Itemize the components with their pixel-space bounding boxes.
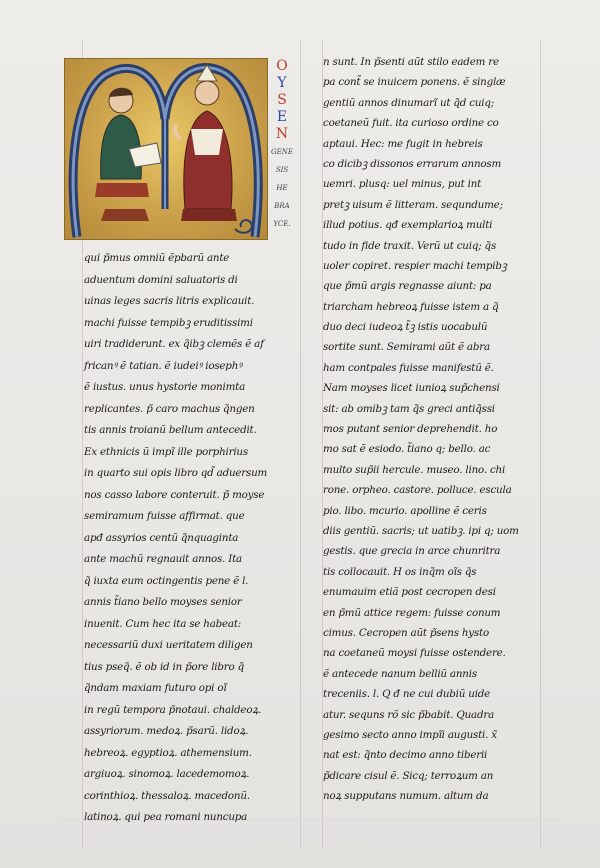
text-line: triarcham hebreoꝝ fuisse istem a q̃ bbox=[323, 300, 499, 313]
text-line: tudo in fide traxit. Verũ ut cuiq; q̃s bbox=[323, 239, 497, 252]
rubric-subtitle: SIS bbox=[275, 166, 289, 174]
text-line: apđ assyrios centũ q̃nquaginta bbox=[84, 531, 239, 544]
rubric-subtitle: HE bbox=[276, 184, 288, 192]
text-line: in quarto sui opis libro qd̃ aduersum bbox=[84, 467, 268, 479]
text-line: replicantes. p̃ caro machus q̃ngen bbox=[84, 402, 255, 415]
right-text-column bbox=[323, 52, 545, 806]
text-line: diis gentiũ. sacris; ut uatibꝫ. ipi q; uom bbox=[323, 524, 519, 537]
text-line: sit: ab omibꝫ tam q̃s greci antiq̃ssi bbox=[323, 402, 495, 415]
text-line: uinas leges sacris litris explicauit. bbox=[84, 295, 255, 307]
text-line: Nam moyses licet iunioꝝ sup̃chensi bbox=[323, 382, 500, 395]
rubric-letter: E bbox=[276, 109, 288, 125]
text-line: ham contpales fuisse manifestũ ẽ. bbox=[323, 361, 494, 374]
rubric-letter: S bbox=[277, 92, 287, 108]
text-line: q̃ndam maxiam futuro opi oĩ bbox=[84, 682, 227, 694]
text-line: argiuoꝝ. sinomoꝝ. lacedemomoꝝ. bbox=[84, 768, 250, 780]
text-line: pretꝫ uisum ẽ litteram. sequndume; bbox=[323, 198, 503, 211]
text-line: enumauim etiã post cecropen desi bbox=[323, 586, 496, 599]
text-line: que p̃mũ argis regnasse aiunt: pa bbox=[323, 280, 492, 293]
text-line: aptaui. Hec: me fugit in hebreis bbox=[323, 137, 483, 150]
rubric-letter: O bbox=[276, 58, 288, 74]
text-line: pio. libo. mcurio. apolline ẽ ceris bbox=[323, 504, 487, 517]
text-line: treceniis. l. Q đ ne cui dubiũ uide bbox=[323, 688, 491, 701]
text-line: co dicibꝫ dissonos errarum annosm bbox=[323, 157, 502, 170]
text-line: multo sup̃ii hercule. museo. lino. chi bbox=[323, 463, 506, 476]
rubric-letter: N bbox=[275, 126, 289, 142]
text-line: sortite sunt. Semirami aũt ẽ abra bbox=[323, 341, 490, 354]
text-line: gesimo secto anno impĩi augusti. x̃ bbox=[323, 728, 497, 741]
text-line: en p̃mũ attice regem: fuisse conum bbox=[323, 606, 501, 619]
text-line: uemri. plusq: uel minus, put int bbox=[323, 178, 482, 191]
text-line: nos casso labore conteruit. p̃ moyse bbox=[84, 488, 265, 501]
text-line: hebreoꝝ. egyptioꝝ. athemensium. bbox=[84, 746, 252, 759]
text-line: corinthioꝝ. thessaloꝝ. macedonũ. bbox=[84, 789, 250, 802]
text-line: atur. sequns rõ sic p̃babit. Quadra bbox=[323, 708, 495, 721]
text-line: fricanꝰ ẽ tatian. ẽ iudeiꝰ iosephꝰ bbox=[84, 359, 242, 372]
text-line: pa cont̃ se inuicem ponens. ẽ singlæ bbox=[323, 76, 506, 89]
text-line: uiri tradiderunt. ex q̃ibꝫ clemẽs ẽ af bbox=[84, 338, 264, 350]
text-line: inuenit. Cum hec ita se habeat: bbox=[84, 617, 242, 630]
text-line: aduentum domini saluatoris di bbox=[84, 273, 238, 286]
text-line: gestis. que grecia in arce chunritra bbox=[323, 545, 501, 558]
text-line: tis annis troianũ bellum antecedit. bbox=[84, 424, 257, 436]
text-line: in regũ tempora p̃notaui. chaldeoꝝ. bbox=[84, 703, 262, 716]
text-line: n sunt. In p̃senti aũt stilo eadem re bbox=[323, 56, 499, 68]
text-line: machi fuisse tempibꝫ eruditissimi bbox=[84, 316, 253, 329]
text-line: gentiũ annos dinumarĩ ut q̃d cuiq; bbox=[323, 96, 495, 109]
text-line: p̃dicare cisul ẽ. Sicq; terroꝝum an bbox=[323, 769, 494, 782]
rubric-subtitle: GENE bbox=[271, 148, 293, 156]
text-line: latinoꝝ. qui pea romani nuncupa bbox=[84, 811, 248, 823]
text-line: tius pseq̃. ẽ ob id in p̃ore libro q̃ bbox=[84, 660, 244, 673]
rubric-subtitle: BRA bbox=[274, 202, 290, 210]
text-line: uoler copiret. respier machi tempibꝫ bbox=[323, 259, 507, 272]
text-line: Ex ethnicis ũ impĩ ille porphirius bbox=[84, 445, 248, 458]
text-line: rone. orpheo. castore. polluce. escula bbox=[323, 484, 512, 497]
text-line: coetaneũ fuit. ita curioso ordine co bbox=[323, 117, 499, 130]
text-line: illud potius. qđ exemplarioꝝ multi bbox=[323, 219, 493, 232]
text-line: mos putant senior deprehendit. ho bbox=[323, 423, 498, 436]
rubric-heading bbox=[266, 58, 298, 248]
text-line: ante machũ regnauit annos. Ita bbox=[84, 553, 242, 565]
text-line: na coetaneũ moysi fuisse ostendere. bbox=[323, 647, 506, 660]
text-line: annis t̃iano bello moyses senior bbox=[84, 596, 242, 608]
text-line: cimus. Cecropen aũt p̃sens hysto bbox=[323, 626, 489, 639]
text-line: ẽ antecede nanum belliũ annis bbox=[323, 667, 477, 680]
rubric-letter: Y bbox=[277, 75, 287, 91]
text-line: assyriorum. medoꝝ. p̃sarũ. lidoꝝ. bbox=[84, 725, 249, 737]
illumination-miniature bbox=[65, 59, 268, 240]
text-line: q̃ iuxta eum octingentis pene ẽ l. bbox=[84, 574, 249, 587]
text-line: noꝝ supputans numum. altum da bbox=[323, 790, 489, 803]
text-line: duo deci iudeoꝝ t̃ꝫ istis uocabulũ bbox=[323, 321, 488, 334]
rubric-subtitle: YCE. bbox=[273, 220, 291, 228]
text-line: semiramum fuisse affirmat. que bbox=[84, 510, 245, 522]
illuminated-initial bbox=[64, 58, 268, 240]
text-line: tis collocauit. H os inq̃m oĩs q̃s bbox=[323, 565, 477, 578]
text-line: necessariũ duxi ueritatem diligen bbox=[84, 639, 253, 651]
text-line: qui p̃mus omniũ ẽpbarũ ante bbox=[84, 252, 230, 264]
text-line: nat est: q̃nto decimo anno tiberii bbox=[323, 749, 488, 762]
text-line: ẽ iustus. unus hystorie monimta bbox=[84, 381, 246, 393]
left-text-column bbox=[84, 248, 302, 829]
text-line: mo sat ẽ esiodo. t̃iano q; bello. ac bbox=[323, 443, 491, 456]
